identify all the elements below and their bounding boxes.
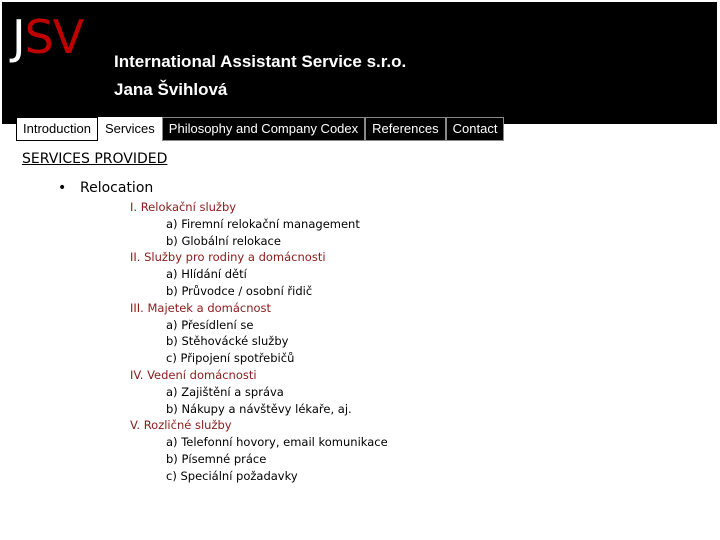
list-item: c) Připojení spotřebičů xyxy=(166,351,295,366)
list-item: b) Nákupy a návštěvy lékaře, aj. xyxy=(166,401,352,416)
list-heading: II. Služby pro rodiny a domácnosti xyxy=(130,250,326,265)
service-list xyxy=(130,199,388,485)
list-item: b) Stěhovácké služby xyxy=(166,334,289,349)
nav-bar xyxy=(16,117,504,141)
list-heading: III. Majetek a domácnost xyxy=(130,300,272,315)
logo xyxy=(12,10,84,64)
list-item: b) Písemné práce xyxy=(166,451,267,466)
list-heading: I. Relokační služby xyxy=(130,200,237,214)
bullet-label: Relocation xyxy=(80,180,154,196)
company-name: International Assistant Service s.r.o. xyxy=(114,52,407,71)
nav-introduction[interactable]: Introduction xyxy=(16,117,98,141)
person-name: Jana Švihlová xyxy=(114,80,228,99)
logo-letter-j: J xyxy=(12,10,25,64)
list-item: a) Telefonní hovory, email komunikace xyxy=(166,435,388,450)
nav-contact[interactable]: Contact xyxy=(446,117,505,141)
nav-services[interactable]: Services xyxy=(98,117,162,141)
logo-letters-sv: SV xyxy=(24,10,84,64)
list-heading: IV. Vedení domácnosti xyxy=(130,367,257,382)
section-title: SERVICES PROVIDED xyxy=(22,151,168,167)
list-item: a) Přesídlení se xyxy=(166,317,254,332)
list-item: a) Zajištění a správa xyxy=(166,384,284,399)
nav-philosophy[interactable]: Philosophy and Company Codex xyxy=(162,117,365,141)
header-bar xyxy=(2,2,717,124)
bullet-icon: • xyxy=(58,180,67,196)
list-item: c) Speciální požadavky xyxy=(166,468,298,483)
list-item: b) Globální relokace xyxy=(166,233,281,248)
list-item: b) Průvodce / osobní řidič xyxy=(166,283,313,298)
bullet-item xyxy=(58,180,153,196)
list-item: a) Hlídání dětí xyxy=(166,267,247,282)
list-heading: V. Rozličné služby xyxy=(130,418,232,433)
list-item: a) Firemní relokační management xyxy=(166,216,360,231)
nav-references[interactable]: References xyxy=(365,117,445,141)
